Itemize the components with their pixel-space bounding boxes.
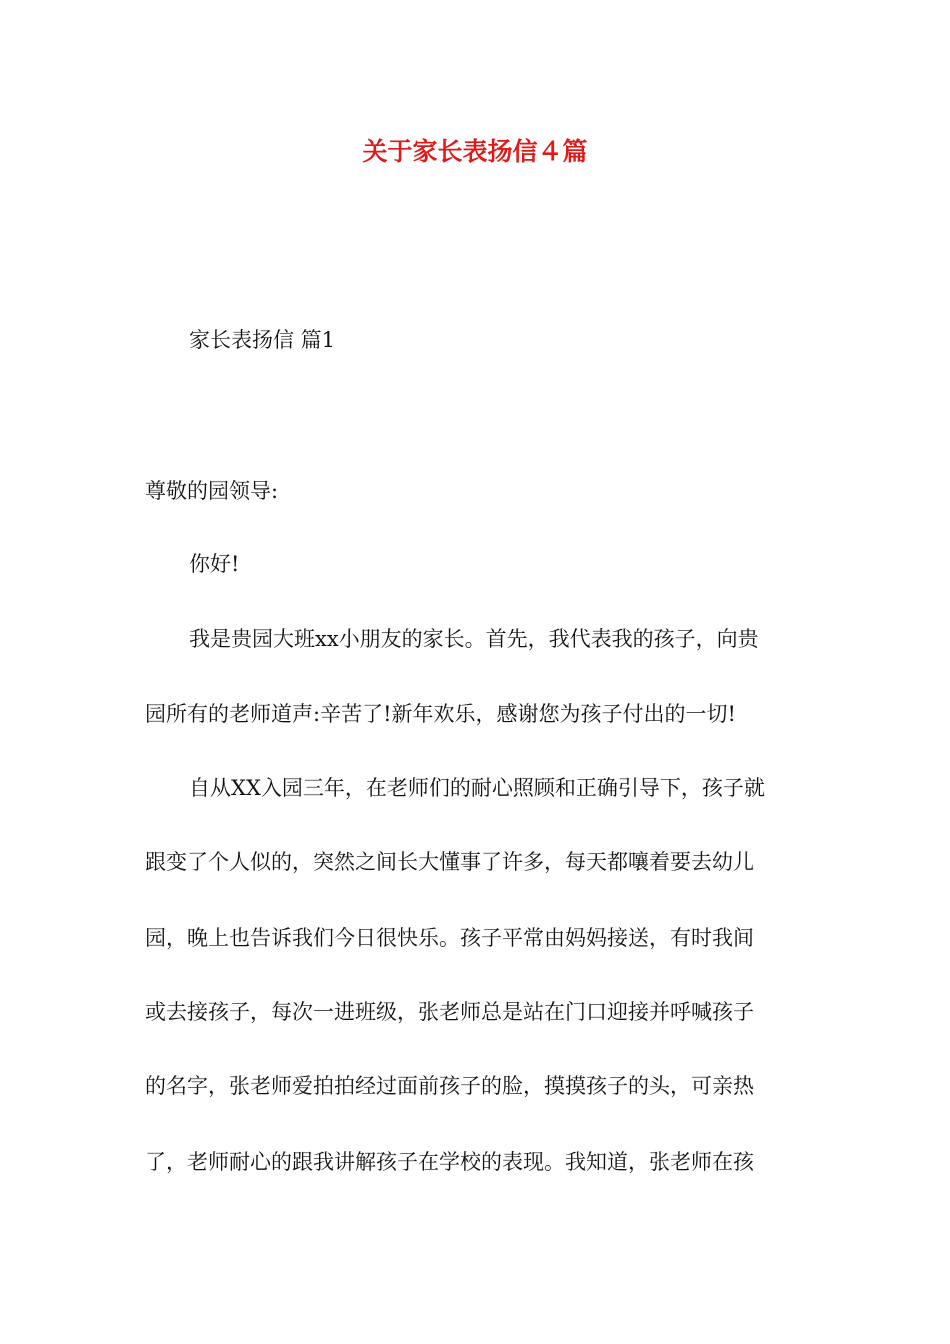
paragraph-line: 了，老师耐心的跟我讲解孩子在学校的表现。我知道，张老师在孩 [145,1150,754,1174]
greeting: 你好! [189,552,240,576]
paragraph-line: 或去接孩子，每次一进班级，张老师总是站在门口迎接并呼喊孩子 [145,1000,754,1024]
paragraph-line: 跟变了个人似的，突然之间长大懂事了许多，每天都嚷着要去幼儿 [145,850,754,874]
document-title: 关于家长表扬信４篇 [362,137,588,166]
salutation: 尊敬的园领导: [145,479,279,503]
paragraph-line: 园所有的老师道声:辛苦了!新年欢乐，感谢您为孩子付出的一切! [145,702,736,726]
paragraph-line: 自从XX入园三年，在老师们的耐心照顾和正确引导下，孩子就 [189,776,765,800]
section-heading: 家长表扬信 篇1 [189,328,336,352]
paragraph-line: 的名字，张老师爱拍拍经过面前孩子的脸，摸摸孩子的头，可亲热 [145,1074,754,1098]
paragraph-line: 我是贵园大班xx小朋友的家长。首先，我代表我的孩子，向贵 [189,627,759,651]
paragraph-line: 园，晚上也告诉我们今日很快乐。孩子平常由妈妈接送，有时我间 [145,926,754,950]
